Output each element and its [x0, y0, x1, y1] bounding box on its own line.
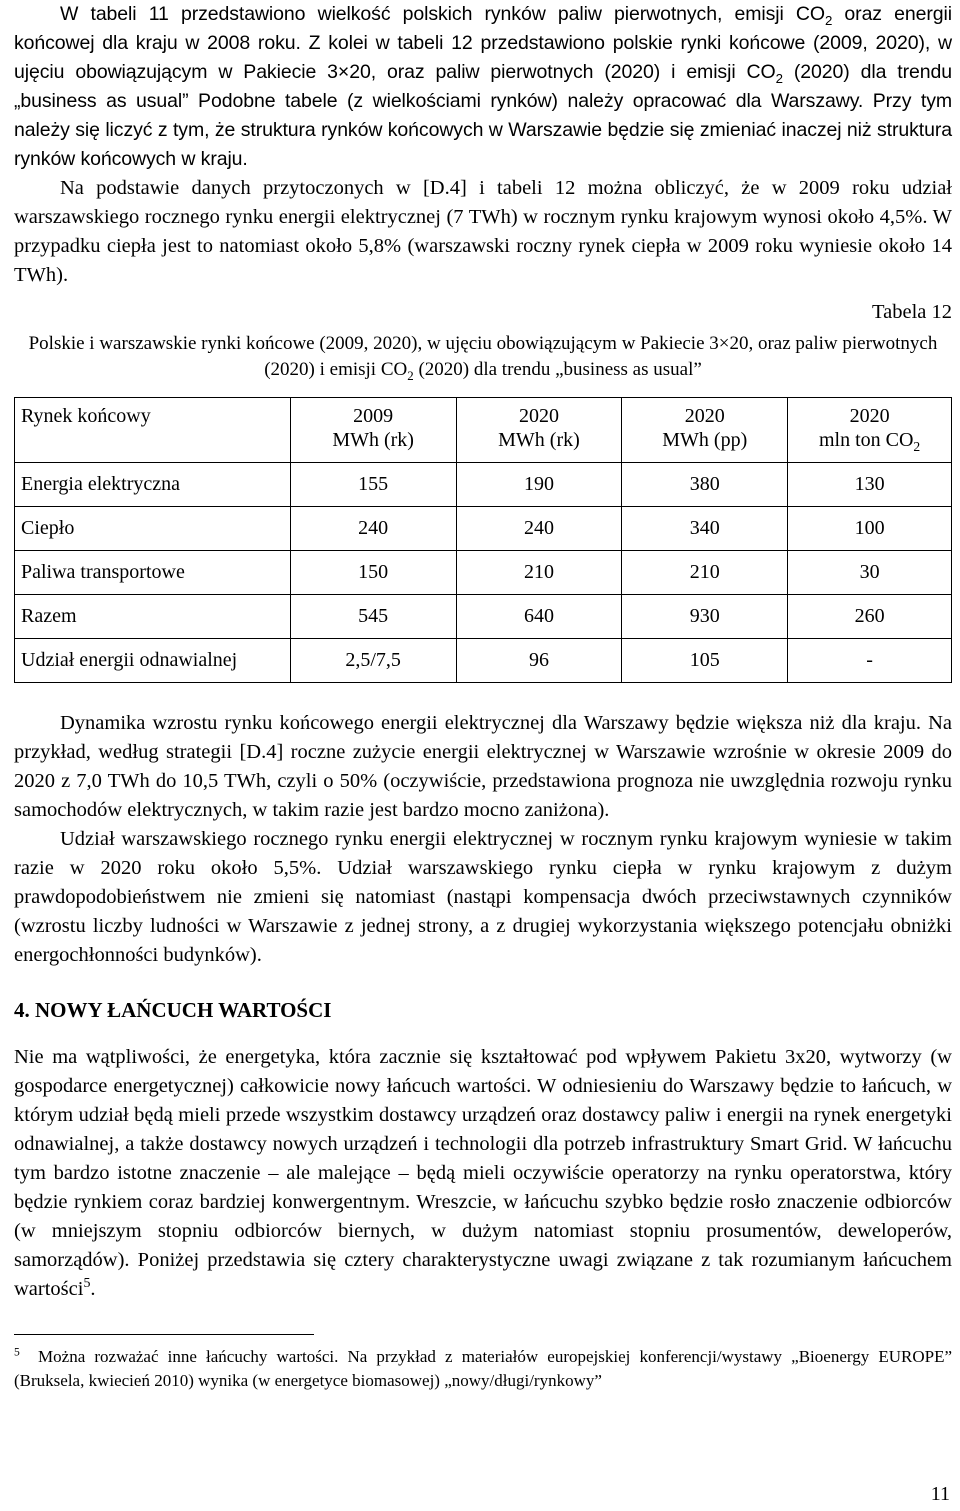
cell-2009: 155	[290, 463, 456, 507]
header-2020-pp: 2020 MWh (pp)	[622, 398, 788, 463]
footnote-reference[interactable]: 5	[83, 1276, 91, 1292]
paragraph-1-text-a: W tabeli 11 przedstawiono wielkość polskich rynków paliw pierwotnych, emisji CO	[60, 3, 825, 25]
subscript: 2	[775, 70, 783, 86]
footnote	[14, 1345, 952, 1393]
paragraph-1-text-c: (2020) dla trendu „business as usual” Podobne tabele (z wielkościami rynków) należy opracować dla Warszawy. Przy tym należy się liczyć z tym, że struktura rynków końcowych w Warszawie będzie się zmieniać inaczej niż struktura rynków końcowych w kraju.	[14, 61, 952, 170]
subscript: 2	[824, 12, 833, 28]
paragraph-2: Na podstawie danych przytoczonych w [D.4] i tabeli 12 można obliczyć, że w 2009 roku udział warszawskiego rocznego rynku energii elektrycznej (7 TWh) w rocznym rynku krajowym wynosi około 4,5%. W przypadku ciepła jest to natomiast około 5,8% (warszawski roczny rynek ciepła w 2009 roku wyniesie około 14 TWh).	[14, 177, 952, 286]
subscript: 2	[407, 367, 414, 383]
table-header-row	[15, 398, 952, 463]
table-row	[15, 463, 952, 507]
header-2020-co2: 2020 mln ton $CO_2$	[788, 398, 952, 463]
paragraph-5-text: Nie ma wątpliwości, że energetyka, która zacznie się kształtować pod wpływem Pakietu 3x20, wytworzy (w gospodarce energetycznej) całkowicie nowy łańcuch wartości. W odniesieniu do Warszawy będzie to łańcuch, w którym udział będą mieli przede wszystkim dostawcy urządzeń oraz dostawcy paliw i energii na rynek energetyki odnawialnej, a także dostawcy nowych urządzeń i technologii dla potrzeb infrastruktury Smart Grid. W łańcuchu tym bardzo istotne znaczenie – ale malejące – będą mieli oczywiście operatorzy na rynku operatorstwa, który będzie rynkiem coraz bardziej konwergentnym. Wreszcie, w łańcuchu szybko będzie rosło znaczenie odbiorców (w mniejszym stopniu odbiorców biernych, w dużym natomiast stopniu prosumentów, deweloperów, samorządów). Poniżej przedstawia się cztery charakterystyczne uwagi związane z tak rozumianym łańcuchem wartości	[14, 1046, 952, 1300]
table-row	[15, 639, 952, 683]
cell-2020-pp: 380	[622, 463, 788, 507]
document-page	[14, 0, 952, 1393]
table-row	[15, 507, 952, 551]
section-heading: 4. NOWY ŁAŃCUCH WARTOŚCI	[14, 998, 332, 1022]
cell-co2: 260	[788, 595, 952, 639]
caption-text-a: Polskie i warszawskie rynki końcowe (2009, 2020), w ujęciu obowiązującym w Pakiecie 3×20, oraz paliw pierwotnych (2020) i emisji CO	[28, 333, 938, 380]
table-row	[15, 551, 952, 595]
header-market: Rynek końcowy	[15, 398, 291, 463]
cell-2009: 2,5/7,5	[290, 639, 456, 683]
paragraph-1-text-b: oraz energii końcowej dla kraju w 2008 roku. Z kolei w tabeli 12 przedstawiono polskie rynki końcowe (2009, 2020), w ujęciu obowiązującym w Pakiecie 3×20, oraz paliw pierwotnych (2020) i emisji CO	[14, 3, 952, 83]
cell-2020-rk: 210	[456, 551, 622, 595]
table-caption	[14, 331, 952, 383]
cell-co2: -	[788, 639, 952, 683]
cell-2020-rk: 190	[456, 463, 622, 507]
cell-2020-rk: 240	[456, 507, 622, 551]
header-2020-rk: 2020 MWh (rk)	[456, 398, 622, 463]
cell-2009: 150	[290, 551, 456, 595]
row-label: Razem	[15, 595, 291, 639]
table-row	[15, 595, 952, 639]
header-2009-rk: 2009 MWh (rk)	[290, 398, 456, 463]
cell-2020-pp: 210	[622, 551, 788, 595]
paragraph-5: Nie ma wątpliwości, że energetyka, która zacznie się kształtować pod wpływem Pakietu 3x20, wytworzy (w gospodarce energetycznej) całkowicie nowy łańcuch wartości. W odniesieniu do Warszawy będzie to łańcuch, w którym udział będą mieli przede wszystkim dostawcy urządzeń oraz dostawcy paliw i energii na rynek energetyki odnawialnej, a także dostawcy nowych urządzeń i technologii dla potrzeb infrastruktury Smart Grid. W łańcuchu tym bardzo istotne znaczenie – ale malejące – będą mieli oczywiście operatorzy na rynku operatorstwa, który będzie rynkiem coraz bardziej konwergentnym. Wreszcie, w łańcuchu szybko będzie rosło znaczenie odbiorców (w mniejszym stopniu odbiorców biernych, w dużym natomiast stopniu prosumentów, deweloperów, samorządów). Poniżej przedstawia się cztery charakterystyczne uwagi związane z tak rozumianym łańcuchem wartości$^5$.	[14, 1046, 952, 1300]
row-label: Ciepło	[15, 507, 291, 551]
cell-co2: 30	[788, 551, 952, 595]
row-label: Paliwa transportowe	[15, 551, 291, 595]
row-label: Energia elektryczna	[15, 463, 291, 507]
caption-text-b: (2020) dla trendu „business as usual”	[413, 359, 702, 380]
paragraph-3: Dynamika wzrostu rynku końcowego energii elektrycznej dla Warszawy będzie większa niż dla kraju. Na przykład, według strategii [D.4] roczne zużycie energii elektrycznej w Warszawie wzrośnie w okresie 2009 do 2020 z 7,0 TWh do 10,5 TWh, czyli o 50% (oczywiście, przedstawiona prognoza nie uwzględnia rozwoju rynku samochodów elektrycznych, w takim razie jest bardzo mocno zaniżona).	[14, 712, 952, 821]
cell-co2: 100	[788, 507, 952, 551]
table-label: Tabela 12	[872, 301, 952, 323]
cell-2020-rk: 640	[456, 595, 622, 639]
cell-2009: 240	[290, 507, 456, 551]
cell-2020-rk: 96	[456, 639, 622, 683]
page-number: 11	[930, 1483, 950, 1505]
paragraph-4: Udział warszawskiego rocznego rynku energii elektrycznej w rocznym rynku krajowym wyniesie w takim razie w 2020 roku około 5,5%. Udział warszawskiego rynku ciepła w rynku krajowym z dużym prawdopodobieństwem nie zmieni się natomiast (nastąpi kompensacja dwóch przeciwstawnych czynników (wzrostu liczby ludności w Warszawie z jednej strony, a z drugiej wykorzystania większego potencjału obniżki energochłonności budynków).	[14, 828, 952, 966]
cell-2009: 545	[290, 595, 456, 639]
cell-co2: 130	[788, 463, 952, 507]
markets-table	[14, 397, 952, 683]
footnote-text: Można rozważać inne łańcuchy wartości. Na przykład z materiałów europejskiej konferencji/wystawy „Bioenergy EUROPE” (Bruksela, kwiecień 2010) wynika (w energetyce biomasowej) „nowy/długi/rynkowy”	[14, 1347, 953, 1390]
cell-2020-pp: 930	[622, 595, 788, 639]
paragraph-1	[14, 0, 952, 174]
row-label: Udział energii odnawialnej	[15, 639, 291, 683]
cell-2020-pp: 105	[622, 639, 788, 683]
cell-2020-pp: 340	[622, 507, 788, 551]
footnote-divider	[14, 1334, 314, 1335]
footnote-number: 5	[14, 1345, 20, 1359]
